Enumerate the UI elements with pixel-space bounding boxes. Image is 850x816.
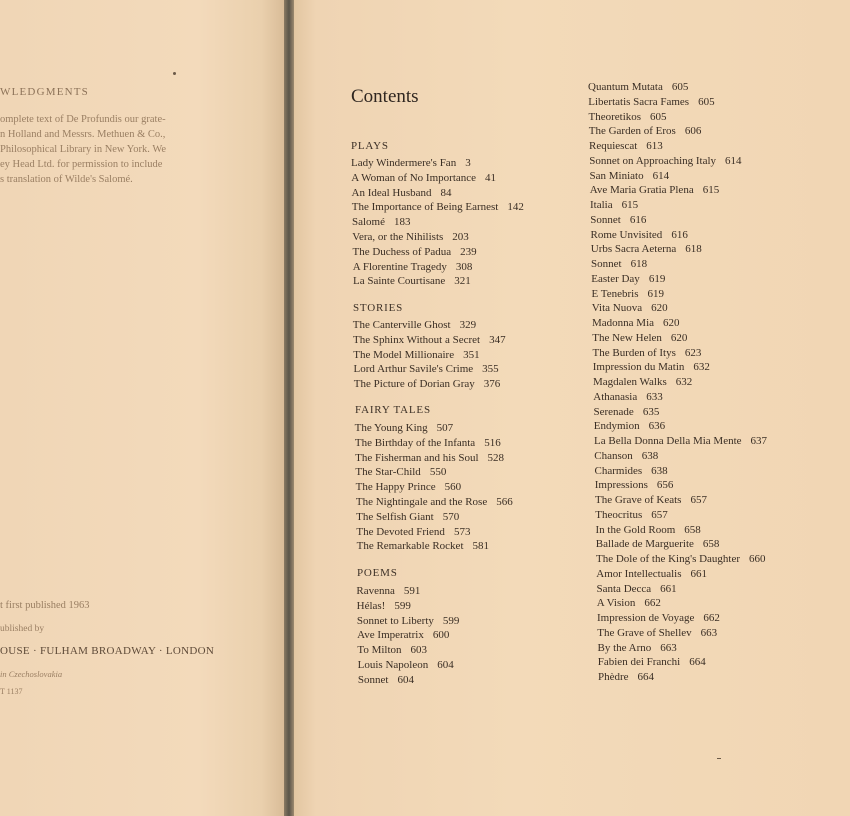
contents-entry (355, 452, 504, 464)
entry-page-number: 615 (621, 199, 639, 211)
entry-page-number: 660 (749, 553, 766, 565)
contents-entry (352, 231, 469, 243)
contents-entry (353, 319, 476, 331)
contents-entry (352, 187, 452, 199)
contents-entry (589, 155, 741, 167)
entry-title: The Garden of Eros (588, 125, 676, 138)
contents-entry (591, 229, 688, 241)
entry-page-number: 351 (463, 348, 480, 361)
contents-entry (598, 671, 654, 683)
entry-title: The Nightingale and the Rose (355, 496, 488, 508)
contents-entry (353, 334, 506, 346)
entry-title: Serenade (593, 405, 634, 418)
entry-title: An Ideal Husband (351, 186, 432, 199)
entry-title: Italia (590, 199, 613, 211)
entry-page-number: 516 (484, 436, 501, 449)
entry-title: Libertatis Sacra Fames (588, 95, 690, 108)
acknowledgments-text (0, 112, 166, 187)
contents-entry (358, 659, 454, 671)
entry-page-number: 620 (670, 331, 688, 344)
section-heading: PLAYS (351, 140, 389, 152)
ack-line: Philosophical Library in New York. We (0, 144, 167, 155)
entry-title: Ave Maria Gratia Plena (589, 184, 694, 197)
contents-entry (355, 466, 446, 478)
entry-title: Sonnet (357, 673, 389, 686)
entry-page-number: 239 (460, 245, 477, 258)
entry-title: Chanson (594, 449, 633, 462)
contents-entry (596, 524, 701, 536)
contents-entry (356, 526, 470, 538)
entry-page-number: 614 (652, 169, 670, 182)
contents-entry (594, 420, 665, 432)
entry-title: The Devoted Friend (356, 525, 445, 538)
first-published: t first published 1963 (0, 600, 90, 611)
contents-entry (353, 261, 473, 273)
entry-page-number: 605 (650, 110, 667, 123)
entry-title: San Miniato (589, 169, 644, 182)
entry-page-number: 41 (485, 171, 497, 184)
entry-page-number: 613 (646, 140, 663, 152)
entry-page-number: 623 (684, 346, 702, 359)
entry-title: Urbs Sacra Aeterna (590, 243, 677, 256)
entry-page-number: 663 (660, 641, 677, 654)
contents-entry (357, 644, 427, 656)
entry-page-number: 203 (452, 231, 469, 243)
entry-page-number: 329 (459, 319, 477, 331)
entry-page-number: 581 (472, 540, 489, 553)
contents-entry (353, 349, 479, 361)
contents-entry (355, 437, 501, 449)
entry-title: Easter Day (591, 272, 640, 285)
contents-entry (589, 140, 663, 152)
entry-title: Quantum Mutata (588, 81, 663, 93)
entry-title: The Happy Prince (355, 481, 436, 494)
contents-entry (356, 511, 459, 523)
contents-entry (596, 553, 766, 565)
entry-title: To Milton (357, 644, 402, 657)
contents-entry (592, 288, 665, 300)
entry-page-number: 614 (725, 154, 742, 167)
entry-page-number: 663 (700, 626, 718, 639)
entry-page-number: 142 (507, 201, 524, 214)
section-heading: STORIES (353, 302, 404, 314)
entry-page-number: 570 (442, 510, 460, 523)
entry-page-number: 347 (489, 333, 506, 346)
contents-entry (595, 465, 668, 477)
entry-title: Lady Windermere's Fan (351, 157, 457, 169)
contents-entry (592, 302, 668, 314)
contents-entry (594, 450, 658, 462)
entry-page-number: 656 (656, 479, 674, 492)
entry-title: The Fisherman and his Soul (355, 451, 479, 464)
entry-title: Magdalen Walks (593, 376, 667, 388)
entry-title: Impressions (594, 479, 648, 492)
entry-title: The Remarkable Rocket (356, 540, 464, 553)
entry-page-number: 183 (394, 216, 411, 229)
contents-entry (592, 317, 680, 329)
entry-page-number: 661 (690, 567, 707, 580)
entry-page-number: 618 (685, 243, 702, 256)
entry-title: La Sainte Courtisane (353, 275, 446, 288)
entry-title: A Florentine Tragedy (352, 260, 447, 273)
entry-title: The Duchess of Padua (352, 245, 452, 258)
entry-title: Vita Nuova (591, 302, 643, 315)
entry-page-number: 662 (703, 612, 720, 624)
contents-entry (593, 347, 702, 359)
contents-entry (589, 125, 702, 137)
entry-title: Rome Unvisited (590, 228, 663, 241)
ack-line: ey Head Ltd. for permission to include (0, 159, 163, 170)
entry-page-number: 605 (698, 95, 715, 108)
ack-line: s translation of Wilde's Salomé. (0, 174, 133, 185)
entry-page-number: 618 (630, 258, 648, 270)
contents-entry (597, 627, 717, 639)
contents-entry (592, 332, 687, 344)
ack-line: omplete text of De Profundis our grate- (0, 114, 166, 125)
catalog-code: T 1137 (0, 687, 23, 696)
entry-page-number: 616 (671, 228, 688, 241)
entry-title: Theocritus (595, 508, 643, 521)
section-heading: FAIRY TALES (355, 404, 431, 416)
entry-title: Louis Napoleon (357, 659, 429, 671)
entry-title: Ave Imperatrix (357, 629, 424, 642)
entry-title: The Canterville Ghost (352, 319, 451, 331)
entry-page-number: 619 (648, 272, 666, 285)
contents-entry (354, 363, 499, 375)
contents-entry (591, 258, 647, 270)
entry-title: Fabien dei Franchi (597, 656, 681, 669)
contents-entry (588, 81, 688, 93)
contents-entry (598, 642, 677, 654)
entry-title: Hélas! (356, 599, 386, 612)
contents-entry (594, 406, 660, 418)
entry-title: Theoretikos (588, 110, 642, 123)
contents-entry (597, 612, 720, 624)
contents-entry (351, 172, 496, 184)
contents-entry (595, 509, 668, 521)
entry-page-number: 662 (644, 597, 661, 610)
contents-entry (597, 583, 677, 595)
entry-page-number: 355 (482, 363, 499, 376)
entry-page-number: 637 (750, 435, 768, 447)
contents-entry (595, 494, 707, 506)
entry-page-number: 308 (455, 260, 473, 273)
entry-title: A Woman of No Importance (351, 171, 477, 184)
contents-entry (591, 243, 702, 255)
entry-page-number: 321 (454, 275, 471, 288)
contents-entry (357, 629, 449, 641)
contents-entry (355, 422, 454, 434)
entry-page-number: 376 (483, 378, 501, 391)
entry-page-number: 664 (637, 671, 655, 683)
entry-page-number: 619 (647, 287, 664, 300)
contents-entry (596, 538, 720, 550)
entry-page-number: 638 (641, 449, 659, 462)
entry-page-number: 633 (646, 390, 663, 403)
published-by: ublished by (0, 624, 45, 634)
entry-page-number: 507 (436, 422, 454, 434)
contents-entry (358, 674, 414, 686)
entry-title: Santa Decca (596, 582, 652, 595)
entry-title: The Birthday of the Infanta (354, 436, 476, 449)
contents-entry (591, 273, 665, 285)
contents-entry (590, 170, 670, 182)
contents-entry (356, 585, 420, 597)
entry-page-number: 603 (410, 644, 428, 657)
entry-title: Amor Intellectualis (596, 567, 682, 580)
entry-title: Madonna Mia (592, 317, 655, 329)
contents-entry (354, 378, 500, 390)
entry-title: The Sphinx Without a Secret (353, 333, 481, 346)
entry-title: E Tenebris (591, 287, 639, 300)
entry-page-number: 664 (689, 656, 706, 669)
entry-page-number: 599 (394, 599, 411, 612)
entry-title: Ballade de Marguerite (595, 538, 694, 551)
contents-entry (595, 479, 674, 491)
entry-page-number: 615 (702, 184, 720, 197)
entry-page-number: 658 (702, 538, 720, 551)
entry-title: The Selfish Giant (356, 510, 434, 523)
left-page (0, 0, 285, 816)
entry-page-number: 661 (660, 582, 677, 595)
entry-title: The Young King (354, 422, 428, 434)
contents-entry (356, 481, 462, 493)
entry-title: Sonnet on Approaching Italy (589, 154, 717, 167)
contents-entry (588, 96, 714, 108)
contents-entry (590, 184, 719, 196)
entry-page-number: 657 (690, 494, 707, 506)
page-mark (717, 758, 721, 759)
entry-title: The Star-Child (355, 466, 421, 479)
contents-entry (353, 246, 477, 258)
entry-page-number: 528 (487, 451, 505, 464)
entry-page-number: 616 (629, 213, 647, 226)
contents-entry (589, 111, 667, 123)
entry-title: Requiescat (589, 140, 638, 152)
book-gutter (284, 0, 294, 816)
entry-page-number: 605 (671, 81, 689, 93)
entry-title: Sonnet (591, 258, 622, 270)
entry-title: The Grave of Shellev (597, 626, 692, 639)
ink-speck (173, 72, 176, 75)
entry-page-number: 657 (651, 508, 668, 521)
entry-page-number: 591 (403, 585, 421, 597)
entry-title: Lord Arthur Savile's Crime (353, 363, 474, 376)
entry-title: Vera, or the Nihilists (352, 231, 444, 243)
entry-page-number: 658 (684, 523, 701, 536)
entry-page-number: 606 (684, 125, 702, 138)
entry-page-number: 566 (496, 496, 513, 508)
contents-entry (356, 496, 513, 508)
entry-page-number: 599 (442, 614, 460, 627)
entry-page-number: 604 (397, 673, 414, 686)
entry-page-number: 550 (429, 466, 447, 479)
contents-entry (596, 568, 707, 580)
publisher-address: OUSE · FULHAM BROADWAY · LONDON (0, 645, 215, 657)
entry-page-number: 620 (663, 317, 680, 329)
entry-page-number: 573 (453, 525, 471, 538)
entry-title: The Burden of Itys (592, 346, 676, 359)
entry-title: The Dole of the King's Daughter (596, 553, 741, 565)
entry-page-number: 3 (465, 157, 471, 169)
contents-entry (598, 656, 706, 668)
contents-entry (593, 391, 662, 403)
contents-entry (593, 376, 692, 388)
entry-page-number: 560 (444, 481, 462, 494)
entry-title: Phèdre (598, 671, 629, 683)
entry-page-number: 632 (693, 361, 710, 374)
entry-page-number: 84 (440, 186, 452, 199)
contents-entry (357, 615, 460, 627)
entry-page-number: 632 (675, 376, 693, 388)
entry-title: Endymion (593, 420, 640, 433)
entry-title: The Importance of Being Earnest (351, 201, 499, 214)
entry-title: Impression de Voyage (597, 612, 695, 624)
section-heading: POEMS (357, 567, 398, 579)
page-title: Contents (351, 86, 419, 107)
entry-title: Athanasia (593, 390, 638, 403)
contents-entry (597, 597, 661, 609)
entry-page-number: 600 (432, 629, 450, 642)
entry-title: A Vision (596, 597, 636, 610)
entry-title: In the Gold Room (595, 523, 676, 536)
entry-title: Charmides (594, 464, 643, 477)
entry-page-number: 638 (651, 464, 668, 477)
entry-page-number: 635 (642, 405, 660, 418)
entry-title: La Bella Donna Della Mia Mente (594, 435, 742, 447)
contents-entry (353, 275, 471, 287)
entry-page-number: 620 (651, 302, 668, 315)
contents-entry (593, 361, 710, 373)
contents-entry (357, 540, 489, 552)
entry-title: Ravenna (356, 585, 395, 597)
contents-entry (351, 157, 471, 169)
entry-page-number: 604 (437, 659, 454, 671)
contents-entry (590, 214, 646, 226)
entry-title: Sonnet to Liberty (356, 614, 434, 627)
entry-title: The Model Millionaire (353, 348, 455, 361)
entry-title: Salomé (352, 216, 385, 229)
contents-entry (594, 435, 767, 447)
ack-line: n Holland and Messrs. Methuen & Co., (0, 129, 166, 140)
entry-title: The New Helen (592, 331, 662, 344)
entry-title: By the Arno (597, 641, 652, 654)
entry-title: The Picture of Dorian Gray (353, 378, 475, 391)
contents-entry (352, 216, 411, 228)
entry-page-number: 636 (648, 420, 666, 433)
printed-in: in Czechoslovakia (0, 669, 63, 679)
entry-title: The Grave of Keats (595, 494, 682, 506)
entry-title: Sonnet (590, 213, 621, 226)
contents-entry (357, 600, 411, 612)
contents-entry (590, 199, 638, 211)
entry-title: Impression du Matin (592, 361, 685, 374)
acknowledgments-heading: WLEDGMENTS (0, 86, 89, 98)
contents-entry (352, 201, 524, 213)
